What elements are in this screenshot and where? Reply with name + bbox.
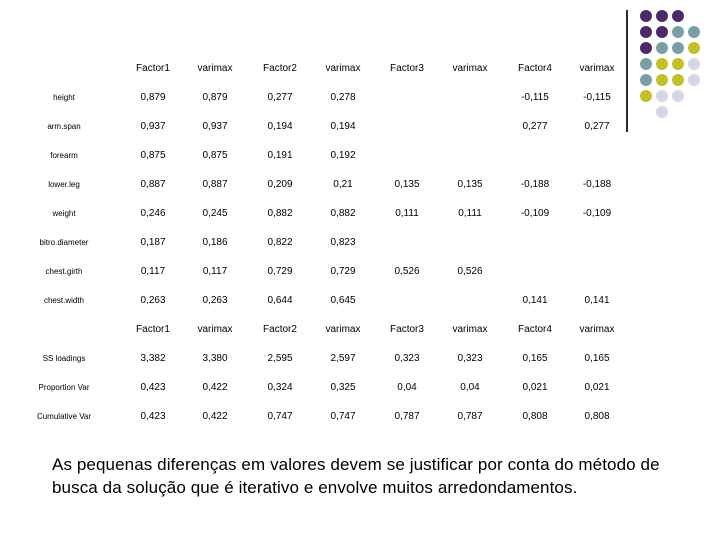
decorative-dot (640, 74, 652, 86)
table-cell: 0,04 (397, 382, 417, 393)
table-cell: 0,165 (522, 353, 548, 364)
decorative-dot (672, 26, 684, 38)
table-cell: -0,115 (521, 92, 549, 103)
table-cell: 0,187 (140, 237, 166, 248)
table-cell (377, 112, 437, 141)
table-cell: 0,323 (394, 353, 420, 364)
table-cell: 0,879 (140, 92, 166, 103)
column-header: Factor2 (263, 324, 297, 335)
table-cell: 3,382 (140, 353, 166, 364)
factor-loadings-table (0, 54, 640, 431)
table-cell (377, 286, 437, 315)
decorative-dot (672, 58, 684, 70)
table-cell: 0,747 (267, 411, 293, 422)
table-cell: -0,188 (520, 179, 550, 190)
row-label: height (53, 93, 75, 102)
table-cell: 0,194 (267, 121, 293, 132)
table-cell: 3,380 (202, 353, 228, 364)
decorative-dot (640, 42, 652, 54)
table-cell: 0,808 (584, 411, 610, 422)
decorative-dot (672, 10, 684, 22)
decorative-dot (688, 74, 700, 86)
table-row (0, 199, 640, 228)
table-cell: -0,109 (582, 208, 612, 219)
table-cell: 0,135 (457, 179, 483, 190)
row-label: forearm (50, 151, 78, 160)
table-cell (440, 286, 500, 315)
table-cell (505, 141, 565, 170)
column-header: varimax (452, 324, 488, 335)
decorative-dot (656, 26, 668, 38)
table-cell: 0,937 (140, 121, 166, 132)
table-cell: 0,323 (457, 353, 483, 364)
table-cell: 0,165 (584, 353, 610, 364)
header-row (0, 54, 640, 83)
table-cell: 0,021 (584, 382, 610, 393)
column-header: Factor1 (136, 63, 170, 74)
table-cell: 0,111 (458, 208, 482, 219)
table-cell: 0,423 (140, 411, 166, 422)
table-cell: 0,277 (584, 121, 610, 132)
column-header: Factor4 (518, 324, 552, 335)
decorative-dot (640, 58, 652, 70)
table-cell (440, 141, 500, 170)
column-header: varimax (579, 63, 615, 74)
column-header: varimax (197, 324, 233, 335)
table-cell: 0,192 (330, 150, 356, 161)
table-row (0, 344, 640, 373)
table-cell (567, 141, 627, 170)
decorative-dot (688, 26, 700, 38)
table-cell: 0,117 (140, 266, 166, 277)
table-cell: 0,263 (202, 295, 228, 306)
row-label: lower.leg (48, 180, 80, 189)
table-cell (377, 141, 437, 170)
table-row (0, 228, 640, 257)
row-label: arm.span (47, 122, 81, 131)
table-cell (440, 83, 500, 112)
table-row (0, 83, 640, 112)
table-cell (377, 228, 437, 257)
decorative-dot (688, 42, 700, 54)
table-cell (440, 228, 500, 257)
column-header: Factor1 (136, 324, 170, 335)
table-cell: 0,325 (330, 382, 356, 393)
table-cell: 0,422 (202, 411, 228, 422)
table-cell: 0,887 (140, 179, 166, 190)
decorative-dot (656, 10, 668, 22)
table-cell: 0,21 (333, 179, 353, 190)
table-cell: 0,422 (202, 382, 228, 393)
table-cell: 0,808 (522, 411, 548, 422)
table-cell: 0,787 (394, 411, 420, 422)
table-cell: 2,595 (267, 353, 293, 364)
table-cell: 2,597 (330, 353, 356, 364)
decorative-dot (656, 58, 668, 70)
decorative-dot (656, 90, 668, 102)
table-row (0, 286, 640, 315)
column-header: varimax (325, 324, 361, 335)
table-row (0, 141, 640, 170)
table-cell (377, 83, 437, 112)
table-cell: 0,278 (330, 92, 356, 103)
table-cell: 0,526 (394, 266, 420, 277)
table-cell: 0,277 (522, 121, 548, 132)
table-cell: 0,186 (202, 237, 228, 248)
column-header: varimax (452, 63, 488, 74)
table-cell: 0,04 (460, 382, 480, 393)
table-cell: 0,194 (330, 121, 356, 132)
caption-text: As pequenas diferenças em valores devem se justificar por conta do método de busca da solução que é iterativo e envolve muitos arredondamentos. (52, 455, 660, 497)
table-cell: 0,875 (140, 150, 166, 161)
column-header: varimax (197, 63, 233, 74)
column-header: Factor2 (263, 63, 297, 74)
row-label: SS loadings (42, 354, 86, 363)
table-row (0, 257, 640, 286)
column-header: varimax (579, 324, 615, 335)
decorative-dot-pattern (640, 10, 720, 120)
decorative-dot (688, 58, 700, 70)
table-cell: -0,109 (520, 208, 550, 219)
table-cell: 0,021 (522, 382, 548, 393)
table-cell: 0,822 (267, 237, 293, 248)
column-header: Factor3 (390, 63, 424, 74)
table-cell: 0,141 (584, 295, 610, 306)
table-cell (567, 228, 627, 257)
row-label: bitro.diameter (39, 238, 89, 247)
table-cell: 0,245 (202, 208, 228, 219)
table-row (0, 170, 640, 199)
table-cell: 0,263 (140, 295, 166, 306)
row-label: chest.width (43, 296, 85, 305)
table-cell: 0,887 (202, 179, 228, 190)
table-row (0, 373, 640, 402)
decorative-dot (672, 90, 684, 102)
table-cell: 0,882 (267, 208, 293, 219)
table-cell: 0,645 (330, 295, 356, 306)
table-cell: 0,879 (202, 92, 228, 103)
table-cell: 0,747 (330, 411, 356, 422)
table-cell (505, 228, 565, 257)
column-header: varimax (325, 63, 361, 74)
table-cell: 0,526 (457, 266, 483, 277)
table-cell: 0,823 (330, 237, 356, 248)
row-label: Proportion Var (38, 383, 90, 392)
table-cell: 0,111 (395, 208, 419, 219)
table-cell: 0,117 (202, 266, 228, 277)
table-cell: -0,188 (582, 179, 612, 190)
decorative-dot (656, 74, 668, 86)
table-cell: 0,729 (330, 266, 356, 277)
table-cell: 0,937 (202, 121, 228, 132)
table-cell: 0,644 (267, 295, 293, 306)
decorative-dot (672, 42, 684, 54)
table-cell: 0,882 (330, 208, 356, 219)
column-header: Factor4 (518, 63, 552, 74)
table-cell: 0,875 (202, 150, 228, 161)
column-header: Factor3 (390, 324, 424, 335)
table-cell: 0,191 (267, 150, 293, 161)
table-cell: 0,277 (267, 92, 293, 103)
decorative-dot (672, 74, 684, 86)
decorative-dot (656, 106, 668, 118)
table-cell (505, 257, 565, 286)
table-cell: 0,246 (140, 208, 166, 219)
decorative-dot (640, 10, 652, 22)
table-cell: 0,324 (267, 382, 293, 393)
table-cell (567, 257, 627, 286)
row-label: chest.girth (45, 267, 83, 276)
row-label: Cumulative Var (36, 412, 92, 421)
table-cell: 0,209 (267, 179, 293, 190)
table-cell (440, 112, 500, 141)
decorative-dot (656, 42, 668, 54)
header-row (0, 315, 640, 344)
table-cell: 0,423 (140, 382, 166, 393)
table-row (0, 112, 640, 141)
table-cell: 0,729 (267, 266, 293, 277)
table-cell: 0,135 (394, 179, 420, 190)
table-cell: 0,141 (522, 295, 548, 306)
decorative-dot (640, 90, 652, 102)
decorative-dot (640, 26, 652, 38)
row-label: weight (52, 209, 76, 218)
table-row (0, 402, 640, 431)
table-cell: 0,787 (457, 411, 483, 422)
table-cell: -0,115 (583, 92, 611, 103)
